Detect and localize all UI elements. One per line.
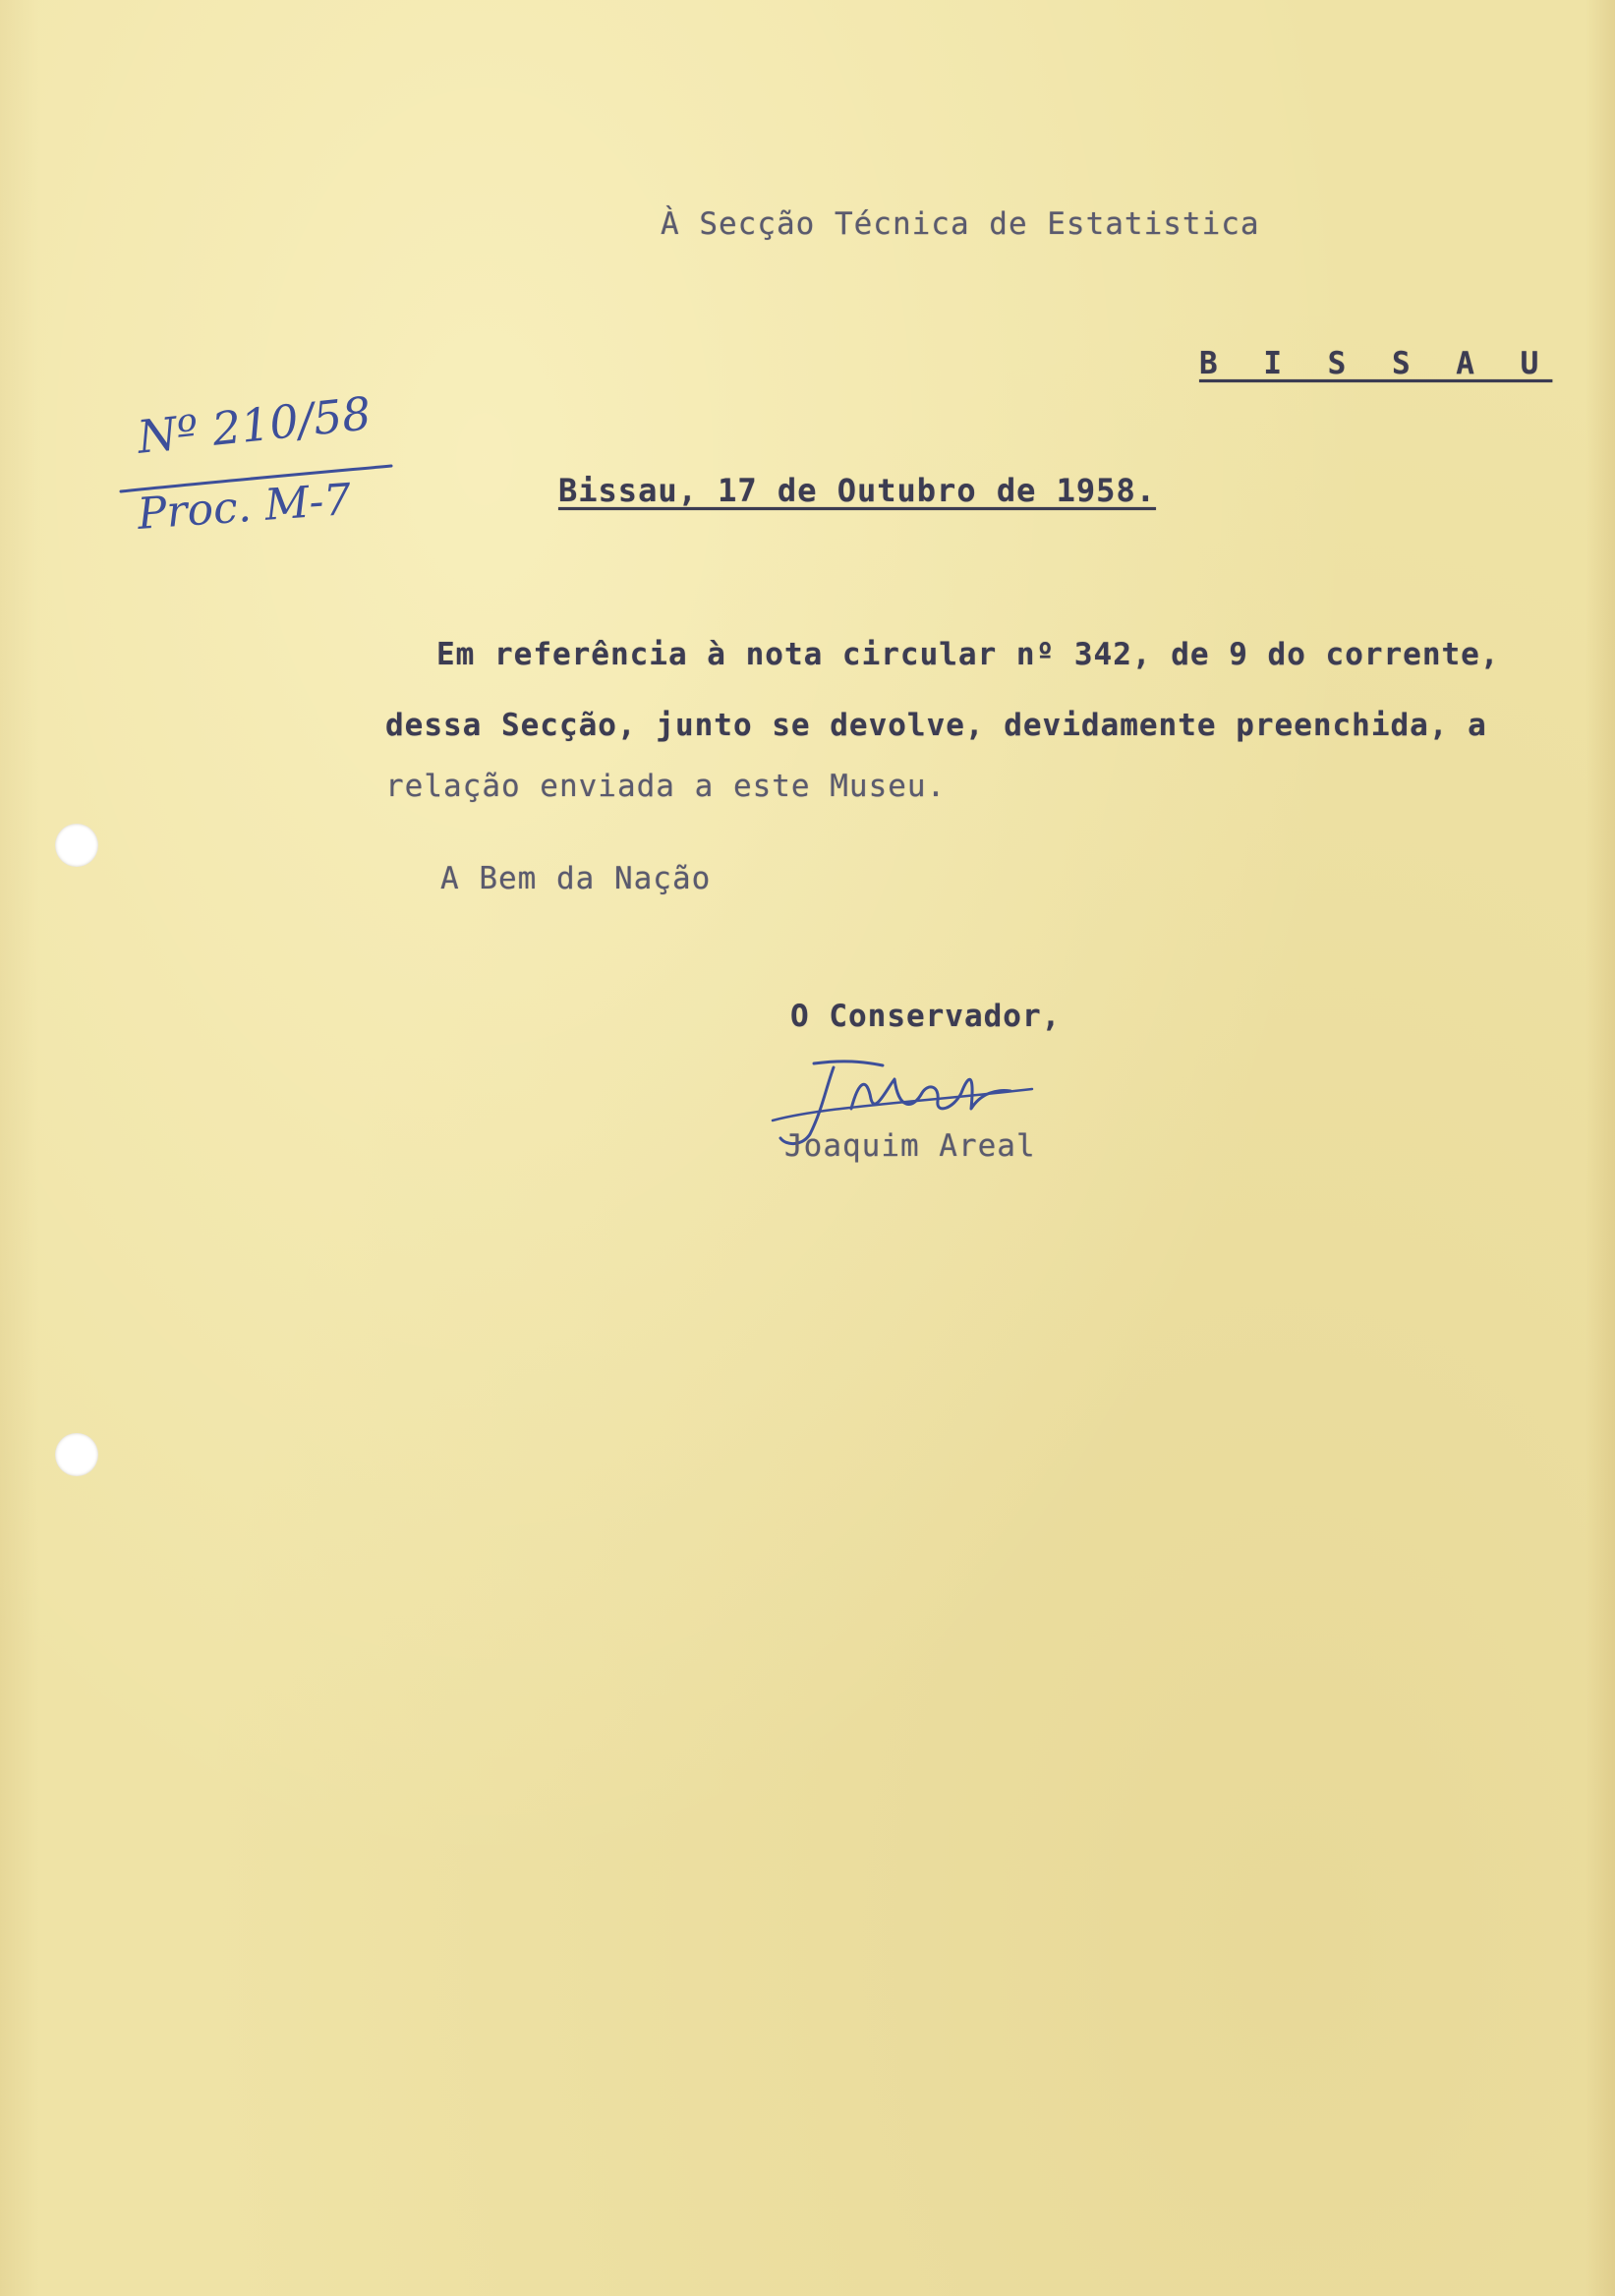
- signatory-title: O Conservador,: [790, 999, 1062, 1034]
- closing-formula: A Bem da Nação: [440, 861, 712, 896]
- body-line-2: dessa Secção, junto se devolve, devidamente preenchida, a: [385, 708, 1487, 743]
- body-line-3: relação enviada a este Museu.: [385, 769, 947, 804]
- city-heading: B I S S A U: [1199, 346, 1553, 381]
- handwritten-reference-number: Nº 210/58: [135, 386, 374, 464]
- date-line: Bissau, 17 de Outubro de 1958.: [558, 472, 1156, 509]
- body-line-1: Em referência à nota circular nº 342, de 9 do corrente,: [436, 637, 1500, 672]
- punch-hole-top: [55, 824, 98, 867]
- signatory-name: Joaquim Areal: [784, 1128, 1036, 1164]
- punch-hole-bottom: [55, 1433, 98, 1476]
- addressee: À Secção Técnica de Estatistica: [661, 206, 1260, 242]
- handwritten-process-number: Proc. M-7: [136, 474, 353, 540]
